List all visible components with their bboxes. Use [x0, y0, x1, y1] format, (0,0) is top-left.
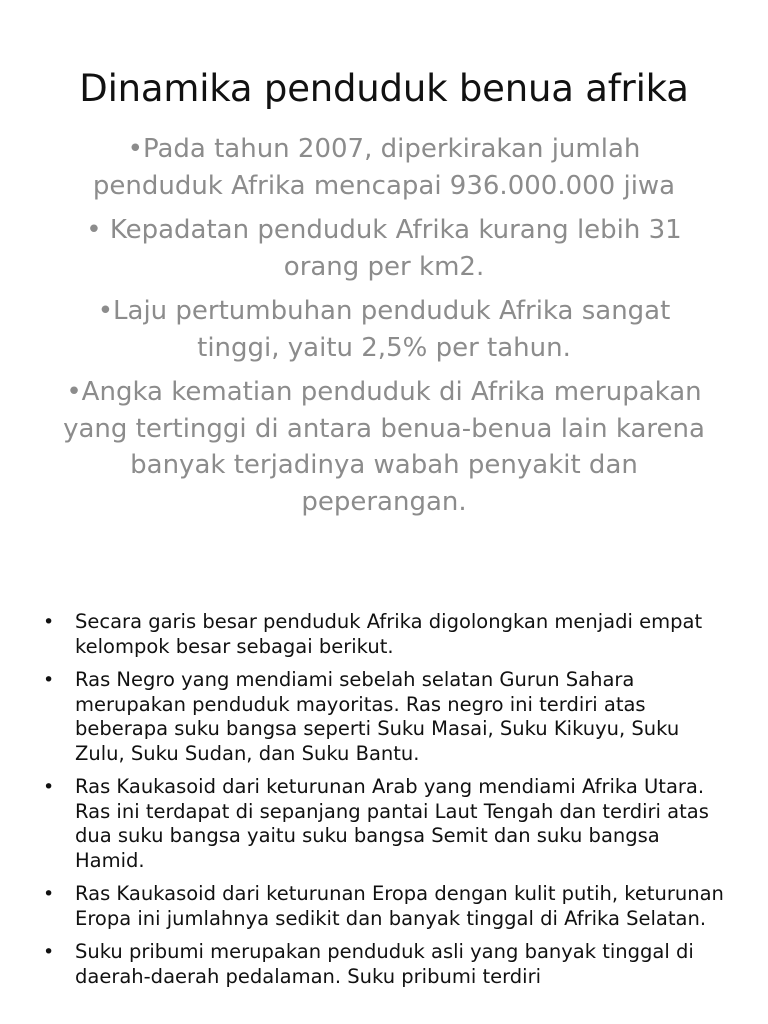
list-item-text: Ras Kaukasoid dari keturunan Arab yang mendiami Afrika Utara. Ras ini terdapat di sepanjang pantai Laut Tengah dan terdiri atas dua suku bangsa yaitu suku bangsa Semit dan suku bangsa Hamid.	[75, 775, 709, 872]
list-item-text: Secara garis besar penduduk Afrika digolongkan menjadi empat kelompok besar sebagai berikut.	[75, 610, 703, 658]
list-item	[43, 610, 733, 659]
list-item-text: Ras Negro yang mendiami sebelah selatan Gurun Sahara merupakan penduduk mayoritas. Ras negro ini terdiri atas beberapa suku bangsa seperti Suku Masai, Suku Kikuyu, Suku Zulu, Suku Sudan, dan Suku Bantu.	[75, 668, 680, 765]
list-item	[43, 668, 733, 766]
slide-title: Dinamika penduduk benua afrika	[79, 67, 689, 110]
population-facts-list	[60, 131, 708, 528]
list-item-text: Suku pribumi merupakan penduduk asli yang banyak tinggal di daerah-daerah pedalaman. Suku pribumi terdiri	[75, 940, 694, 988]
population-groups-list	[43, 610, 733, 998]
bullet-icon: •	[43, 883, 55, 905]
bullet-icon: •	[43, 776, 55, 798]
list-item-text: Ras Kaukasoid dari keturunan Eropa dengan kulit putih, keturunan Eropa ini jumlahnya sedikit dan banyak tinggal di Afrika Selatan.	[75, 882, 724, 930]
bullet-icon: •	[43, 941, 55, 963]
fact-item: •Angka kematian penduduk di Afrika merupakan yang tertinggi di antara benua-benua lain karena banyak terjadinya wabah penyakit dan peperangan.	[63, 377, 705, 517]
list-item	[43, 940, 733, 989]
fact-item: • Kepadatan penduduk Afrika kurang lebih 31 orang per km2.	[86, 215, 682, 282]
list-item	[43, 882, 733, 931]
list-item	[43, 775, 733, 873]
fact-item: •Laju pertumbuhan penduduk Afrika sangat tinggi, yaitu 2,5% per tahun.	[97, 296, 671, 363]
bullet-icon: •	[43, 669, 55, 691]
fact-item: •Pada tahun 2007, diperkirakan jumlah penduduk Afrika mencapai 936.000.000 jiwa	[92, 134, 676, 201]
bullet-icon: •	[43, 611, 55, 633]
